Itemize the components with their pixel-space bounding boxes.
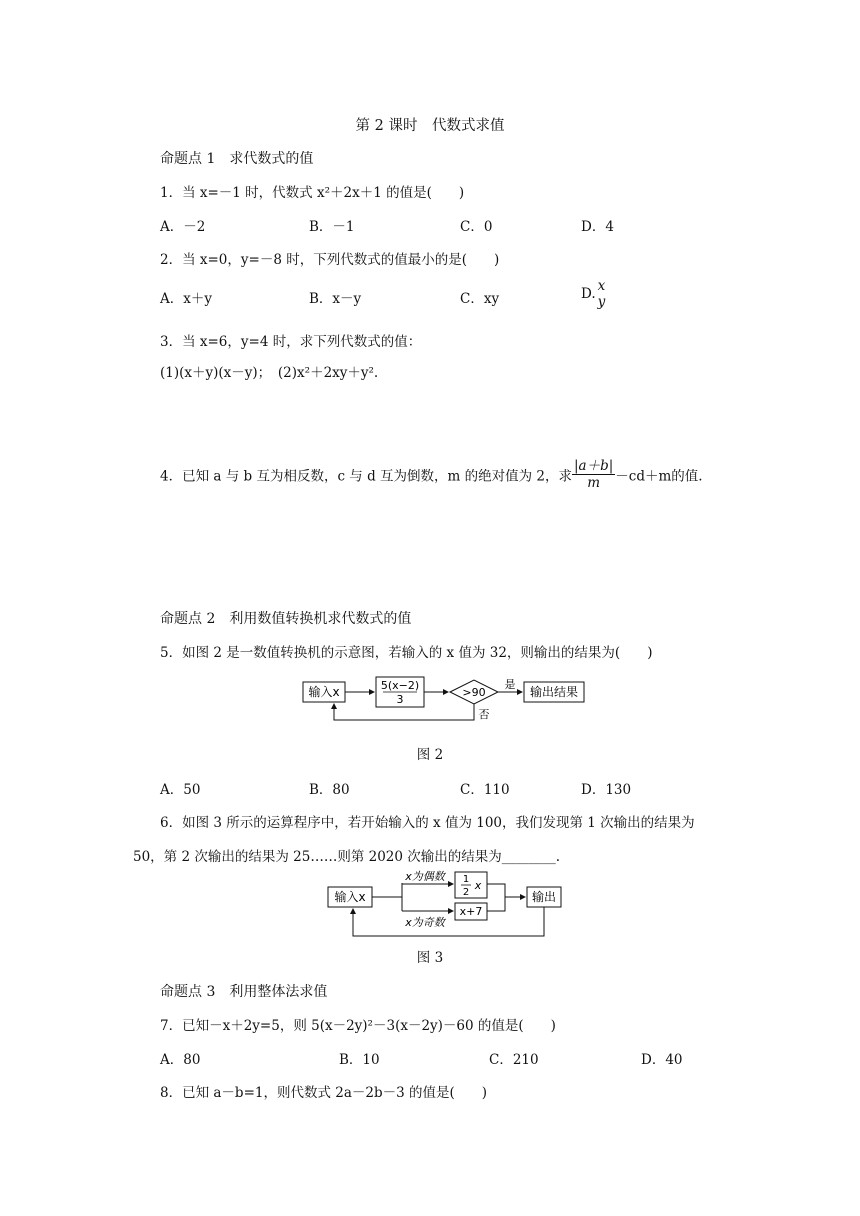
q4-numerator: |a＋b| [574, 458, 614, 474]
q2-option-d-denominator: y [597, 294, 606, 310]
q1-option-b: B．－1 [309, 219, 355, 235]
section-heading-2: 命题点 2 利用数值转换机求代数式的值 [160, 611, 412, 627]
page-title: 第 2 课时 代数式求值 [355, 118, 505, 134]
q2-option-d [581, 278, 607, 310]
fig3-half-variable: x [474, 879, 482, 892]
q1-option-a: A．－2 [160, 219, 206, 235]
q2-option-d-label: D. [581, 286, 596, 302]
figure-2-flowchart [298, 674, 598, 726]
question-7: 7．已知－x＋2y=5，则 5(x－2y)²－3(x－2y)－60 的值是( ) [160, 1018, 556, 1034]
q1-option-c: C．0 [460, 219, 493, 235]
question-3: 3．当 x=6，y=4 时，求下列代数式的值： [160, 334, 422, 350]
q5-option-d: D．130 [581, 782, 632, 798]
q2-option-b: B．x－y [309, 291, 362, 307]
figure-3-flowchart [325, 868, 565, 940]
fig2-output-label: 输出结果 [529, 685, 579, 699]
fig2-formula-numerator: 5(x−2) [380, 679, 420, 692]
q2-option-d-numerator: x [597, 278, 606, 294]
q4-denominator: m [587, 475, 601, 491]
q5-option-c: C．110 [460, 782, 510, 798]
question-2: 2．当 x=0，y=－8 时，下列代数式的值最小的是( ) [160, 252, 500, 268]
fig3-plus-label: x+7 [459, 905, 483, 918]
figure-3-caption: 图 3 [416, 950, 444, 966]
question-4 [160, 458, 703, 491]
question-6-line-2: 50，第 2 次输出的结果为 25……则第 2020 次输出的结果为________. [133, 849, 561, 865]
fig3-input-label: 输入x [334, 890, 366, 904]
fig2-formula-denominator: 3 [396, 693, 404, 706]
question-5: 5．如图 2 是一数值转换机的示意图，若输入的 x 值为 32，则输出的结果为( ) [160, 645, 653, 661]
q7-option-b: B．10 [339, 1052, 380, 1068]
q7-option-a: A．80 [160, 1052, 201, 1068]
fig3-even-label: x为偶数 [405, 870, 445, 883]
question-1: 1．当 x=－1 时，代数式 x²＋2x＋1 的值是( ) [160, 185, 465, 201]
q7-option-c: C．210 [489, 1052, 539, 1068]
fig3-half-numerator: 1 [462, 874, 470, 885]
fig3-output-label: 输出 [531, 890, 557, 904]
q5-option-b: B．80 [309, 782, 350, 798]
q2-option-d-fraction [596, 278, 608, 310]
section-heading-1: 命题点 1 求代数式的值 [160, 151, 314, 167]
q1-option-d: D．4 [581, 219, 614, 235]
question-3-parts: (1)(x＋y)(x－y)； (2)x²＋2xy＋y². [160, 365, 379, 381]
fig2-condition-label: >90 [462, 686, 486, 699]
section-heading-3: 命题点 3 利用整体法求值 [160, 984, 328, 1000]
q5-option-a: A．50 [160, 782, 201, 798]
question-6-line-1: 6．如图 3 所示的运算程序中，若开始输入的 x 值为 100，我们发现第 1 次输出的结果为 [160, 815, 695, 831]
question-8: 8．已知 a－b=1，则代数式 2a－2b－3 的值是( ) [160, 1085, 488, 1101]
q2-option-c: C．xy [460, 291, 500, 307]
fig3-half-denominator: 2 [462, 887, 470, 898]
fig2-no-label: 否 [478, 708, 490, 721]
fig2-input-label: 输入x [308, 685, 340, 699]
q4-fraction [572, 458, 615, 491]
q4-prefix: 4．已知 a 与 b 互为相反数，c 与 d 互为倒数，m 的绝对值为 2，求 [160, 468, 572, 485]
q7-option-d: D．40 [641, 1052, 683, 1068]
figure-2-caption: 图 2 [416, 747, 444, 763]
fig3-odd-label: x为奇数 [405, 916, 445, 929]
q2-option-a: A．x＋y [160, 291, 212, 307]
fig2-yes-label: 是 [504, 678, 516, 691]
q4-suffix: －cd＋m的值. [615, 468, 703, 485]
